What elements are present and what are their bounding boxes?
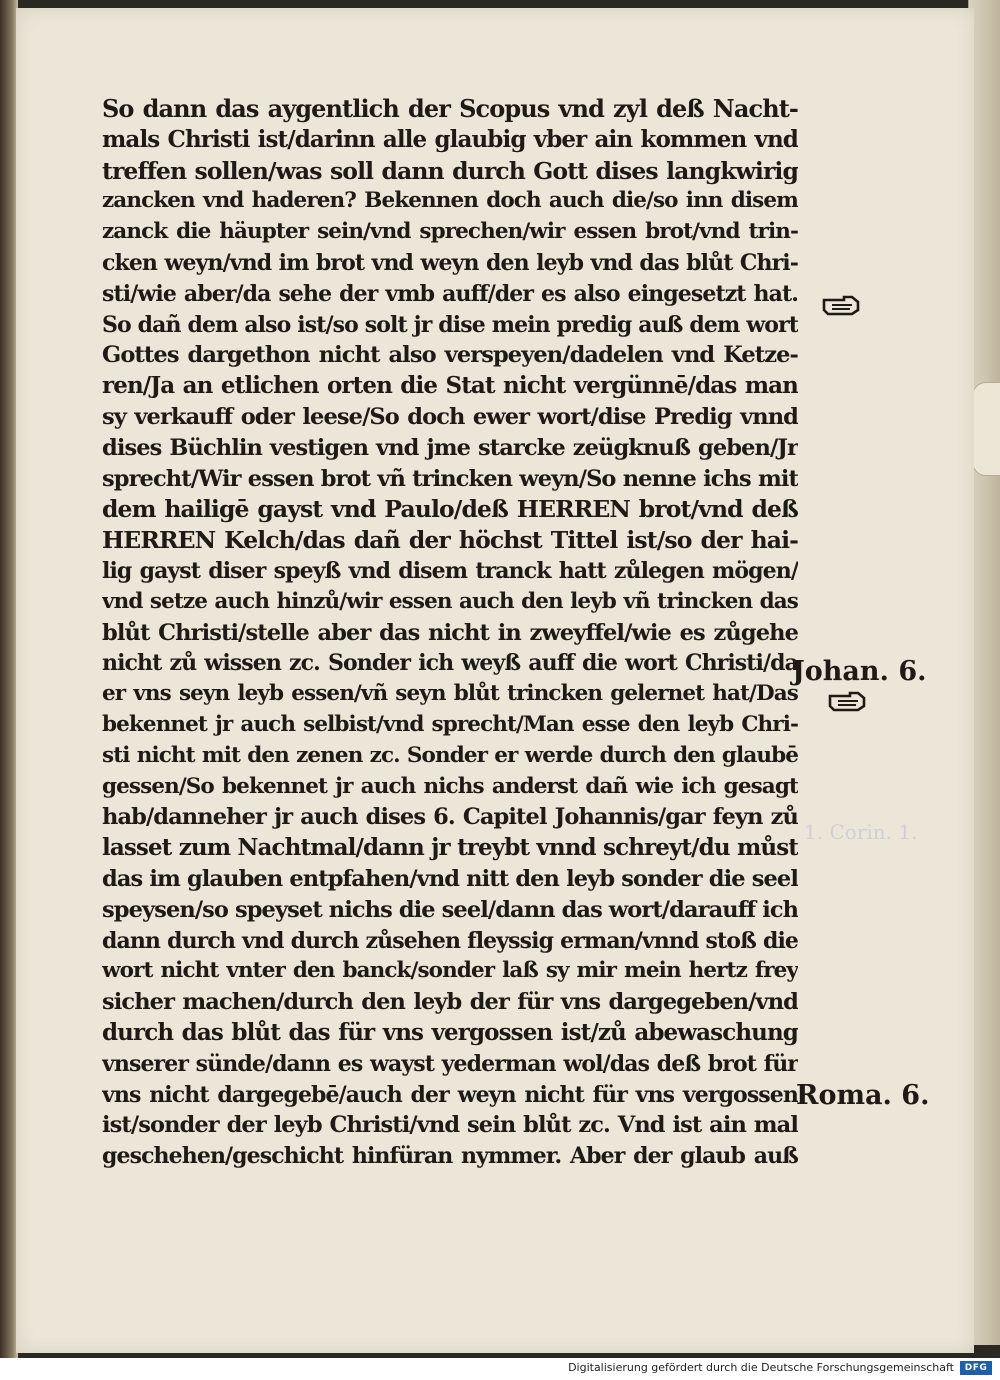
margin-note-roma: Roma. 6. (796, 1080, 930, 1111)
text-line: dann durch vnd durch zůsehen fleyssig erman/vnnd stoß die (102, 927, 798, 954)
funding-credit: Digitalisierung gefördert durch die Deutsche Forschungsgemeinschaft (568, 1361, 954, 1374)
text-line: bekennet jr auch selbist/vnd sprecht/Man esse den leyb Chri- (102, 711, 798, 737)
book-page (16, 8, 974, 1353)
text-line: nicht zů wissen zc. Sonder ich weyß auff die wort Christi/da (102, 650, 798, 677)
text-line: dem hailigē gayst vnd Paulo/deß HERREN brot/vnd deß (102, 495, 798, 524)
text-line: sy verkauff oder leese/So doch ewer wort/dise Predig vnnd (102, 403, 798, 430)
text-line: vns nicht dargegebē/auch der weyn nicht für vns vergossen (102, 1081, 798, 1108)
bleed-through-text: 1. Corin. 1. (804, 820, 918, 844)
text-line: sti nicht mit den zenen zc. Sonder er werde durch den glaubē (102, 742, 798, 768)
text-line: mals Christi ist/darinn alle glaubig vber ain kommen vnd (102, 125, 798, 153)
text-line: vnd setze auch hinzů/wir essen auch den leyb vñ trincken das (102, 588, 798, 614)
text-line: cken weyn/vnd im brot vnd weyn den leyb vnd das blůt Chri- (102, 249, 798, 276)
text-line: HERREN Kelch/das dañ der höchst Tittel ist/so der hai- (102, 526, 798, 555)
page-clip (972, 382, 1000, 476)
text-line: sicher machen/durch den leyb der für vns dargegeben/vnd (102, 989, 798, 1016)
text-line: gessen/So bekennet jr auch nichs anderst dañ wie ich gesagt (102, 773, 798, 799)
dfg-logo: DFG (960, 1361, 992, 1375)
text-line: wort nicht vnter den banck/sonder laß sy mir mein hertz frey (102, 958, 798, 984)
text-line: er vns seyn leyb essen/vñ seyn blůt trincken gelernet hat/Das (102, 681, 798, 707)
text-line: lig gayst diser speyß vnd disem tranck hatt zůlegen mögen/ (102, 557, 798, 584)
text-line: ist/sonder der leyb Christi/vnd sein blůt zc. Vnd ist ain mal (102, 1112, 798, 1139)
pointing-hand-icon (828, 690, 868, 712)
text-line: geschehen/geschicht hinfüran nymmer. Aber der glaub auß (102, 1143, 798, 1170)
text-line: speysen/so speyset nichs die seel/dann das wort/darauff ich (102, 896, 798, 923)
text-line: So dann das aygentlich der Scopus vnd zyl deß Nacht- (102, 94, 798, 123)
text-line: lasset zum Nachtmal/dann jr treybt vnnd schreyt/du můst (102, 834, 798, 862)
text-line: das im glauben entpfahen/vnd nitt den leyb sonder die seel (102, 865, 798, 892)
text-line: vnserer sünde/dann es wayst yederman wol/das deß brot für (102, 1050, 798, 1077)
margin-note-johan: Johan. 6. (792, 656, 927, 687)
text-line: Gottes dargethon nicht also verspeyen/dadelen vnd Ketze- (102, 342, 798, 369)
text-line: dises Büchlin vestigen vnd jme starcke zeügknuß geben/Jr (102, 434, 798, 461)
text-line: treffen sollen/was soll dann durch Gott dises langkwirig (102, 156, 798, 185)
text-line: durch das blůt das für vns vergossen ist/zů abewaschung (102, 1018, 798, 1046)
text-line: sprecht/Wir essen brot vñ trincken weyn/So nenne ichs mit (102, 465, 798, 492)
text-line: sti/wie aber/da sehe der vmb auff/der es also eingesetzt hat. (102, 280, 798, 307)
pointing-hand-icon (822, 294, 862, 316)
text-line: blůt Christi/stelle aber das nicht in zweyffel/wie es zůgehe (102, 619, 798, 646)
text-line: ren/Ja an etlichen orten die Stat nicht vergünnē/das man (102, 372, 798, 400)
text-line: So dañ dem also ist/so solt jr dise mein predig auß dem wort (102, 311, 798, 338)
text-line: zanck die häupter sein/vnd sprechen/wir essen brot/vnd trin- (102, 219, 798, 245)
text-line: zancken vnd haderen? Bekennen doch auch die/so inn disem (102, 188, 798, 214)
text-line: hab/danneher jr auch dises 6. Capitel Johannis/gar feyn zů (102, 804, 798, 831)
body-text (102, 94, 798, 1172)
